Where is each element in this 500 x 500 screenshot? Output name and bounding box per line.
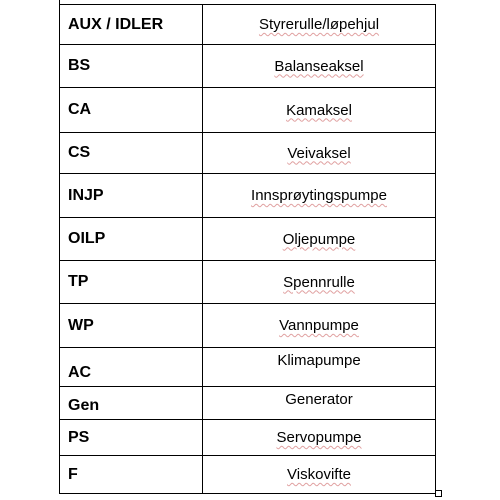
meaning-text: Klimapumpe	[277, 352, 361, 369]
meaning-cell	[203, 456, 436, 494]
table-row	[60, 174, 436, 218]
meaning-cell	[203, 261, 436, 304]
table-resize-handle[interactable]	[435, 490, 442, 497]
meaning-cell	[203, 174, 436, 218]
table-row	[60, 304, 436, 348]
code-cell: CA	[60, 88, 203, 133]
code-cell: WP	[60, 304, 203, 348]
code-cell: Gen	[60, 387, 203, 420]
meaning-cell	[203, 420, 436, 456]
code-cell: BS	[60, 45, 203, 88]
meaning-text: Vannpumpe	[279, 317, 359, 334]
meaning-text: Generator	[285, 391, 353, 408]
meaning-text: Viskovifte	[287, 466, 351, 483]
abbreviation-table-wrapper	[59, 4, 436, 493]
abbreviation-table	[59, 4, 436, 494]
meaning-cell	[203, 45, 436, 88]
meaning-text: Styrerulle/løpehjul	[258, 16, 380, 33]
table-row	[60, 5, 436, 45]
table-row	[60, 133, 436, 174]
meaning-text: Servopumpe	[276, 429, 362, 446]
table-row	[60, 218, 436, 261]
meaning-cell	[203, 5, 436, 45]
meaning-cell	[203, 88, 436, 133]
meaning-cell	[203, 304, 436, 348]
code-cell: F	[60, 456, 203, 494]
code-cell: CS	[60, 133, 203, 174]
code-cell: AUX / IDLER	[60, 5, 203, 45]
table-row	[60, 261, 436, 304]
table-row	[60, 45, 436, 88]
code-cell: AC	[60, 348, 203, 387]
meaning-text: Oljepumpe	[282, 230, 356, 248]
meaning-text: Veivaksel	[287, 144, 351, 162]
table-row	[60, 88, 436, 133]
table-row	[60, 387, 436, 420]
meaning-text: Balanseaksel	[274, 57, 364, 75]
code-cell: INJP	[60, 174, 203, 218]
meaning-cell	[203, 348, 436, 387]
code-cell: TP	[60, 261, 203, 304]
table-row	[60, 420, 436, 456]
code-cell: PS	[60, 420, 203, 456]
meaning-cell	[203, 218, 436, 261]
meaning-text: Innsprøytingspumpe	[251, 187, 387, 204]
table-row	[60, 456, 436, 494]
table-row	[60, 348, 436, 387]
meaning-text: Spennrulle	[283, 273, 355, 291]
meaning-text: Kamaksel	[286, 101, 352, 119]
code-cell: OILP	[60, 218, 203, 261]
meaning-cell	[203, 387, 436, 420]
meaning-cell	[203, 133, 436, 174]
